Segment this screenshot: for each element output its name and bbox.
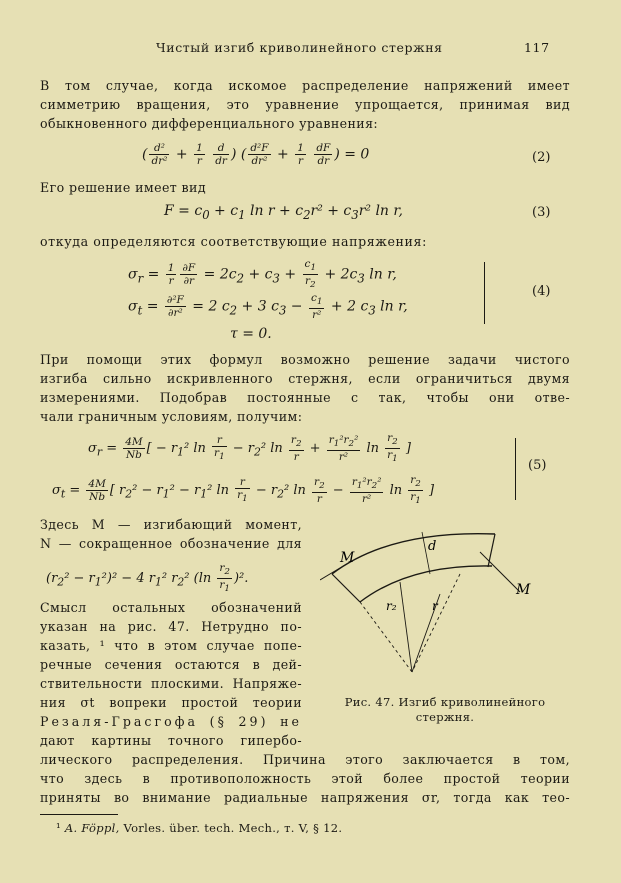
figure-47-curved-bar <box>320 522 570 692</box>
text-line: что здесь в противоположность этой более простой теории <box>40 771 570 786</box>
text-line: указан на рис. 47. Нетрудно по- <box>40 619 302 634</box>
inner-arc <box>360 566 492 602</box>
label-r2: r₂ <box>386 599 397 613</box>
equation-4-number: (4) <box>532 284 551 299</box>
text-line: Резаля-Грасгофа (§ 29) не <box>40 714 302 729</box>
equation-3-number: (3) <box>532 205 551 220</box>
caption-line: Рис. 47. Изгиб криволинейного <box>344 695 546 709</box>
text-line: N — сокращенное обозначение для <box>40 536 302 551</box>
label-r: r <box>432 599 438 613</box>
moment-arrow-right <box>480 552 520 592</box>
text-line: дают картины точного гипербо- <box>40 733 302 748</box>
text-line: ния σt вопреки простой теории <box>40 695 302 710</box>
footnote-author: A. Föppl, <box>64 821 120 835</box>
equation-4-brace <box>484 262 485 324</box>
label-M-right: M <box>516 582 531 598</box>
equation-4-line-3: τ = 0. <box>230 326 272 342</box>
footnote-text: Vorles. über. tech. Mech., т. V, § 12. <box>123 821 343 835</box>
equation-4-line-2: $\sigma_t$ = $\frac{\text{∂²F}}{\text{∂r²}}$ = 2 $c_2 + 3$ $c_3$ − $\frac{c_1}{\text{r²}}$ + 2 $c_3$ ln r, <box>128 292 408 322</box>
text-line: лического распределения. Причина этого заключается в том, <box>40 752 570 767</box>
equation-5-number: (5) <box>528 458 547 473</box>
text-line: казать, ¹ что в этом случае попе- <box>40 638 302 653</box>
label-d: d <box>428 539 437 554</box>
equation-5-brace <box>515 438 516 500</box>
page-number: 117 <box>524 40 550 55</box>
text-line: Здесь M — изгибающий момент, <box>40 517 302 532</box>
label-M-left: M <box>340 550 355 566</box>
paragraph-notation <box>40 515 302 553</box>
text-line: ствительности плоскими. Напряже- <box>40 676 302 691</box>
equation-N: $(r_2^2 - r_1^2)^2 - 4$ $r_1^2$ $r_2^2$ (ln $\frac{r_2}{r_1}$ )². <box>46 562 249 595</box>
text-line: чали граничным условиям, получим: <box>40 409 303 424</box>
text-line: изгиба сильно искривленного стержня, если ограничиться двумя <box>40 371 570 386</box>
paragraph-explanation <box>40 750 570 807</box>
paragraph-stresses: откуда определяются соответствующие напряжения: <box>40 234 427 249</box>
footnote-rule <box>40 814 118 815</box>
radius-r2 <box>400 582 412 672</box>
paragraph-intro <box>40 76 570 133</box>
text-line: обыкновенного дифференциального уравнения: <box>40 116 379 131</box>
equation-3: $F = c_0 + c_1$ $\ln r + c_2r^2 + c_3r^2$ ln r, <box>164 203 404 222</box>
equation-5-line-2: $\sigma_t$ = $\frac{4M}{Nb}$ [ $r_2^2 - r_1^2 - r_1^2$ ln $\frac{r}{r_1}$ − $r_2^2$ ln $\frac{r_2}{r}$ − $\frac{r_1^2r_2^2}{\text{r²}}$ ln $\frac{r_2}{r_1}$ ] <box>52 474 435 507</box>
outer-arc <box>332 534 495 574</box>
footnote <box>56 821 342 835</box>
footnote-mark: ¹ <box>56 821 61 835</box>
equation-2-number: (2) <box>532 150 551 165</box>
left-section <box>332 574 360 602</box>
text-line: речные сечения остаются в дей- <box>40 657 302 672</box>
paragraph-meaning <box>40 598 302 750</box>
right-radius-line <box>412 574 460 672</box>
text-line: Смысл остальных обозначений <box>40 600 302 615</box>
paragraph-boundary <box>40 350 570 426</box>
paragraph-solution: Его решение имеет вид <box>40 180 207 195</box>
equation-5-line-1: $\sigma_r$ = $\frac{4M}{Nb}$ [ − $r_1^2$ ln $\frac{r}{r_1}$ − $r_2^2$ ln $\frac{r_2}{r}$ + $\frac{r_1^2r_2^2}{\text{r²}}$ ln $\frac{r_2}{r_1}$ ] <box>88 432 411 465</box>
equation-4-line-1: $\sigma_r$ = $\frac{1}{r}$ $\frac{\partial F}{\partial r}$ = $2c_2 + c_3$ + $\frac{c_1}{r_2}$ + $2c_3$ ln r, <box>128 258 397 291</box>
text-line: В том случае, когда искомое распределение напряжений имеет <box>40 78 570 93</box>
text-line: измерениями. Подобрав постоянные c так, чтобы они отве- <box>40 390 570 405</box>
text-line: симметрию вращения, это уравнение упрощается, принимая вид <box>40 97 570 112</box>
equation-2: ( $\frac{\text{d²}}{\text{dr²}}$ + $\frac{1}{r}$ $\frac{d}{dr}$ ) ( $\frac{\text{d²F}}{\text{dr²}}$ + $\frac{1}{r}$ $\frac{dF}{dr}$ ) = 0 <box>142 142 370 167</box>
text-line: приняты во внимание радиальные напряжения σr, тогда как тео- <box>40 790 570 805</box>
text-line: При помощи этих формул возможно решение задачи чистого <box>40 352 570 367</box>
header-title: Чистый изгиб криволинейного стержня <box>156 40 443 55</box>
caption-line: стержня. <box>415 710 475 724</box>
right-section <box>488 534 495 567</box>
figure-caption <box>320 695 570 725</box>
